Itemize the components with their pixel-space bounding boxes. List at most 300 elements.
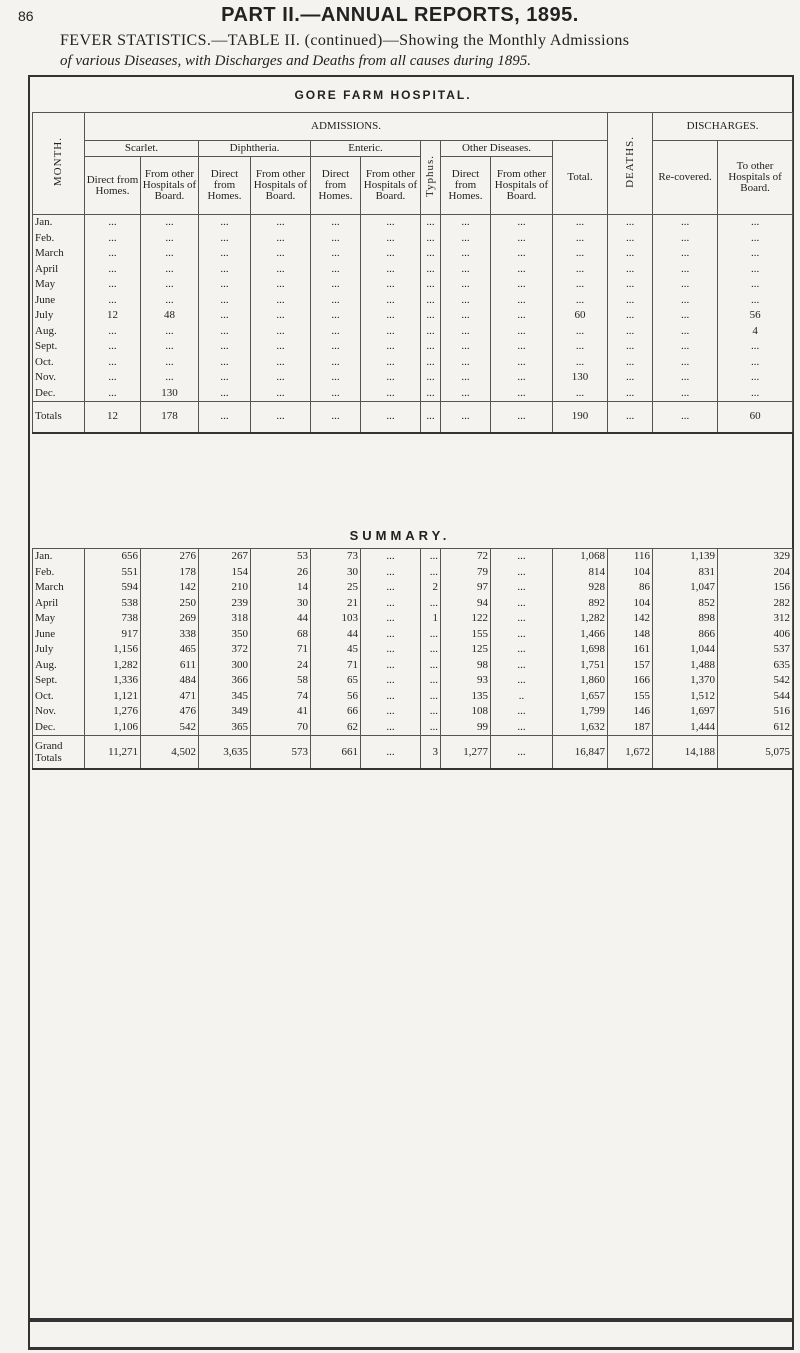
admissions-table: [32, 112, 793, 434]
value-cell: 635: [718, 658, 793, 674]
value-cell: 130: [553, 370, 608, 386]
table-title: FEVER STATISTICS.—TABLE II. (continued)—Showing the Monthly Admissions: [60, 32, 630, 49]
value-cell: 318: [199, 611, 251, 627]
total-cell: ...: [421, 402, 441, 434]
table-row: [33, 215, 793, 231]
total-cell: 190: [553, 402, 608, 434]
value-cell: ...: [311, 293, 361, 309]
value-cell: 1,488: [653, 658, 718, 674]
table-row: [33, 308, 793, 324]
table-row: [33, 673, 793, 689]
value-cell: ...: [718, 262, 793, 278]
value-cell: 465: [141, 642, 199, 658]
value-cell: ...: [199, 355, 251, 371]
value-cell: ...: [361, 642, 421, 658]
value-cell: 97: [441, 580, 491, 596]
value-cell: ...: [608, 308, 653, 324]
value-cell: ...: [85, 339, 141, 355]
table-row: [33, 549, 793, 565]
value-cell: ...: [421, 355, 441, 371]
value-cell: ...: [421, 596, 441, 612]
table-row: [33, 293, 793, 309]
value-cell: 104: [608, 565, 653, 581]
value-cell: ...: [491, 596, 553, 612]
value-cell: ...: [491, 231, 553, 247]
value-cell: 1,068: [553, 549, 608, 565]
value-cell: 542: [718, 673, 793, 689]
value-cell: ...: [361, 386, 421, 402]
value-cell: ...: [608, 324, 653, 340]
value-cell: 471: [141, 689, 199, 705]
value-cell: 1,156: [85, 642, 141, 658]
value-cell: 1,282: [553, 611, 608, 627]
value-cell: 65: [311, 673, 361, 689]
value-cell: 1,751: [553, 658, 608, 674]
value-cell: 142: [141, 580, 199, 596]
value-cell: ...: [553, 339, 608, 355]
value-cell: ...: [653, 262, 718, 278]
value-cell: ...: [491, 627, 553, 643]
totals-row: [33, 736, 793, 770]
total-cell: ...: [311, 402, 361, 434]
table-row: [33, 658, 793, 674]
value-cell: ...: [251, 277, 311, 293]
value-cell: ...: [361, 673, 421, 689]
value-cell: ...: [251, 339, 311, 355]
month-cell: May: [33, 611, 85, 627]
value-cell: ...: [718, 231, 793, 247]
value-cell: ...: [421, 308, 441, 324]
value-cell: ...: [141, 231, 199, 247]
value-cell: ...: [199, 215, 251, 231]
admissions-header: ADMISSIONS.: [85, 113, 608, 141]
value-cell: 30: [251, 596, 311, 612]
total-cell: 178: [141, 402, 199, 434]
totals-label: Grand Totals: [33, 736, 85, 770]
value-cell: ...: [653, 293, 718, 309]
value-cell: 187: [608, 720, 653, 736]
value-cell: 44: [251, 611, 311, 627]
other-diseases-header: Other Diseases.: [441, 141, 553, 157]
value-cell: 831: [653, 565, 718, 581]
value-cell: 1,466: [553, 627, 608, 643]
value-cell: ...: [718, 386, 793, 402]
month-cell: Oct.: [33, 355, 85, 371]
value-cell: ...: [311, 262, 361, 278]
value-cell: ...: [608, 246, 653, 262]
value-cell: ...: [361, 549, 421, 565]
value-cell: ...: [199, 339, 251, 355]
value-cell: 611: [141, 658, 199, 674]
page-number: 86: [18, 8, 34, 24]
value-cell: 1,276: [85, 704, 141, 720]
value-cell: ...: [421, 386, 441, 402]
value-cell: ...: [491, 549, 553, 565]
value-cell: ...: [311, 308, 361, 324]
table-row: [33, 565, 793, 581]
value-cell: ...: [653, 370, 718, 386]
value-cell: ...: [491, 246, 553, 262]
value-cell: ...: [199, 277, 251, 293]
diphtheria-other-header: From other Hospitals of Board.: [251, 157, 311, 215]
value-cell: ...: [361, 339, 421, 355]
value-cell: ...: [718, 339, 793, 355]
value-cell: 1,139: [653, 549, 718, 565]
table-row: [33, 580, 793, 596]
diphtheria-direct-header: Direct from Homes.: [199, 157, 251, 215]
total-cell: ...: [199, 402, 251, 434]
value-cell: 1,860: [553, 673, 608, 689]
value-cell: 155: [441, 627, 491, 643]
value-cell: ...: [361, 658, 421, 674]
value-cell: ...: [141, 355, 199, 371]
value-cell: 1,047: [653, 580, 718, 596]
table-row: [33, 231, 793, 247]
value-cell: ...: [251, 308, 311, 324]
month-cell: Aug.: [33, 324, 85, 340]
value-cell: ...: [421, 293, 441, 309]
value-cell: 14: [251, 580, 311, 596]
value-cell: ...: [251, 246, 311, 262]
value-cell: 60: [553, 308, 608, 324]
value-cell: 56: [718, 308, 793, 324]
value-cell: ...: [553, 215, 608, 231]
value-cell: ...: [421, 324, 441, 340]
value-cell: 155: [608, 689, 653, 705]
table-row: [33, 277, 793, 293]
value-cell: 1,336: [85, 673, 141, 689]
value-cell: ...: [491, 565, 553, 581]
value-cell: ...: [653, 231, 718, 247]
value-cell: ...: [718, 355, 793, 371]
value-cell: 892: [553, 596, 608, 612]
month-cell: July: [33, 642, 85, 658]
value-cell: 104: [608, 596, 653, 612]
value-cell: ...: [361, 246, 421, 262]
value-cell: ...: [199, 231, 251, 247]
total-cell: 60: [718, 402, 793, 434]
value-cell: 12: [85, 308, 141, 324]
value-cell: 154: [199, 565, 251, 581]
value-cell: ...: [441, 215, 491, 231]
value-cell: ...: [421, 658, 441, 674]
summary-table: [32, 548, 793, 770]
value-cell: ...: [421, 339, 441, 355]
value-cell: 537: [718, 642, 793, 658]
month-cell: Dec.: [33, 720, 85, 736]
value-cell: ...: [361, 704, 421, 720]
value-cell: ...: [421, 215, 441, 231]
month-cell: Aug.: [33, 658, 85, 674]
table-row: [33, 642, 793, 658]
value-cell: ...: [718, 277, 793, 293]
total-cell: 14,188: [653, 736, 718, 770]
recovered-header: Re-covered.: [653, 141, 718, 215]
value-cell: 48: [141, 308, 199, 324]
table-row: [33, 339, 793, 355]
value-cell: ...: [85, 262, 141, 278]
value-cell: 1,698: [553, 642, 608, 658]
value-cell: ...: [311, 324, 361, 340]
summary-title: SUMMARY.: [349, 528, 451, 543]
value-cell: 161: [608, 642, 653, 658]
value-cell: ...: [608, 370, 653, 386]
value-cell: ...: [85, 277, 141, 293]
month-cell: April: [33, 262, 85, 278]
value-cell: 71: [311, 658, 361, 674]
value-cell: ...: [85, 386, 141, 402]
value-cell: ...: [718, 293, 793, 309]
value-cell: 329: [718, 549, 793, 565]
value-cell: 166: [608, 673, 653, 689]
value-cell: ...: [199, 293, 251, 309]
value-cell: ...: [718, 370, 793, 386]
value-cell: ...: [421, 704, 441, 720]
value-cell: 130: [141, 386, 199, 402]
month-cell: Feb.: [33, 565, 85, 581]
value-cell: ...: [421, 277, 441, 293]
table-row: [33, 355, 793, 371]
discharges-header: DISCHARGES.: [653, 113, 793, 141]
value-cell: ...: [311, 246, 361, 262]
to-other-header: To other Hospitals of Board.: [718, 141, 793, 215]
value-cell: 538: [85, 596, 141, 612]
value-cell: 544: [718, 689, 793, 705]
value-cell: 156: [718, 580, 793, 596]
total-cell: ...: [491, 736, 553, 770]
value-cell: 1,044: [653, 642, 718, 658]
value-cell: ...: [608, 262, 653, 278]
value-cell: ...: [361, 355, 421, 371]
value-cell: ...: [553, 262, 608, 278]
value-cell: ...: [653, 246, 718, 262]
value-cell: ...: [553, 277, 608, 293]
value-cell: ...: [141, 293, 199, 309]
month-cell: April: [33, 596, 85, 612]
value-cell: 1,632: [553, 720, 608, 736]
value-cell: ...: [311, 215, 361, 231]
value-cell: ...: [361, 215, 421, 231]
total-header: Total.: [553, 141, 608, 215]
value-cell: ...: [85, 246, 141, 262]
month-cell: Nov.: [33, 704, 85, 720]
total-cell: ...: [251, 402, 311, 434]
value-cell: ...: [491, 720, 553, 736]
month-header: MONTH.: [33, 113, 85, 215]
value-cell: ...: [141, 246, 199, 262]
value-cell: ...: [141, 339, 199, 355]
value-cell: 58: [251, 673, 311, 689]
value-cell: ...: [491, 262, 553, 278]
value-cell: ...: [491, 642, 553, 658]
value-cell: 116: [608, 549, 653, 565]
value-cell: 917: [85, 627, 141, 643]
value-cell: 1,121: [85, 689, 141, 705]
month-cell: Dec.: [33, 386, 85, 402]
table-row: [33, 596, 793, 612]
value-cell: 656: [85, 549, 141, 565]
value-cell: 267: [199, 549, 251, 565]
table-row: [33, 704, 793, 720]
value-cell: 300: [199, 658, 251, 674]
value-cell: ...: [441, 386, 491, 402]
value-cell: 98: [441, 658, 491, 674]
value-cell: 24: [251, 658, 311, 674]
value-cell: ...: [311, 231, 361, 247]
value-cell: ...: [608, 293, 653, 309]
total-cell: ...: [491, 402, 553, 434]
value-cell: ...: [85, 324, 141, 340]
value-cell: ...: [311, 339, 361, 355]
value-cell: ...: [491, 308, 553, 324]
value-cell: 68: [251, 627, 311, 643]
value-cell: ...: [251, 262, 311, 278]
scarlet-direct-header: Direct from Homes.: [85, 157, 141, 215]
value-cell: 350: [199, 627, 251, 643]
value-cell: 612: [718, 720, 793, 736]
value-cell: ...: [361, 308, 421, 324]
value-cell: ...: [653, 324, 718, 340]
value-cell: 312: [718, 611, 793, 627]
value-cell: 122: [441, 611, 491, 627]
value-cell: 1,657: [553, 689, 608, 705]
value-cell: ...: [441, 293, 491, 309]
total-cell: 3,635: [199, 736, 251, 770]
value-cell: 73: [311, 549, 361, 565]
value-cell: ...: [491, 611, 553, 627]
value-cell: ...: [85, 355, 141, 371]
value-cell: ...: [653, 215, 718, 231]
total-cell: 661: [311, 736, 361, 770]
value-cell: ...: [361, 627, 421, 643]
value-cell: 1: [421, 611, 441, 627]
value-cell: 86: [608, 580, 653, 596]
month-cell: Jan.: [33, 549, 85, 565]
value-cell: 135: [441, 689, 491, 705]
value-cell: 210: [199, 580, 251, 596]
value-cell: 44: [311, 627, 361, 643]
value-cell: ...: [311, 370, 361, 386]
month-cell: Feb.: [33, 231, 85, 247]
value-cell: ...: [491, 215, 553, 231]
value-cell: ...: [311, 386, 361, 402]
value-cell: 79: [441, 565, 491, 581]
value-cell: ...: [491, 658, 553, 674]
total-cell: 573: [251, 736, 311, 770]
total-cell: ...: [441, 402, 491, 434]
value-cell: 366: [199, 673, 251, 689]
total-cell: 1,672: [608, 736, 653, 770]
value-cell: 93: [441, 673, 491, 689]
value-cell: ...: [441, 308, 491, 324]
value-cell: ...: [199, 246, 251, 262]
value-cell: 99: [441, 720, 491, 736]
value-cell: ...: [441, 231, 491, 247]
table-subtitle: of various Diseases, with Discharges and Deaths from all causes during 1895.: [60, 53, 531, 69]
value-cell: 484: [141, 673, 199, 689]
value-cell: ...: [421, 231, 441, 247]
value-cell: ...: [251, 355, 311, 371]
value-cell: 1,799: [553, 704, 608, 720]
value-cell: 178: [141, 565, 199, 581]
value-cell: ...: [491, 277, 553, 293]
value-cell: ...: [608, 355, 653, 371]
value-cell: ...: [653, 339, 718, 355]
enteric-other-header: From other Hospitals of Board.: [361, 157, 421, 215]
month-cell: March: [33, 246, 85, 262]
table-row: [33, 246, 793, 262]
value-cell: ...: [441, 324, 491, 340]
total-cell: 3: [421, 736, 441, 770]
value-cell: ...: [441, 339, 491, 355]
other-direct-header: Direct from Homes.: [441, 157, 491, 215]
table-row: [33, 720, 793, 736]
total-cell: 16,847: [553, 736, 608, 770]
value-cell: ...: [199, 370, 251, 386]
value-cell: 349: [199, 704, 251, 720]
value-cell: ...: [421, 673, 441, 689]
month-cell: Oct.: [33, 689, 85, 705]
value-cell: 72: [441, 549, 491, 565]
value-cell: ...: [421, 720, 441, 736]
table-row: [33, 324, 793, 340]
value-cell: ...: [441, 277, 491, 293]
value-cell: 269: [141, 611, 199, 627]
month-cell: June: [33, 293, 85, 309]
scarlet-header: Scarlet.: [85, 141, 199, 157]
value-cell: ...: [85, 370, 141, 386]
total-cell: 5,075: [718, 736, 793, 770]
value-cell: ...: [251, 386, 311, 402]
value-cell: ...: [85, 231, 141, 247]
value-cell: ...: [421, 549, 441, 565]
total-cell: ...: [361, 402, 421, 434]
value-cell: 516: [718, 704, 793, 720]
value-cell: ...: [361, 689, 421, 705]
month-cell: July: [33, 308, 85, 324]
value-cell: ...: [491, 580, 553, 596]
value-cell: ...: [441, 370, 491, 386]
total-cell: ...: [653, 402, 718, 434]
value-cell: 25: [311, 580, 361, 596]
value-cell: 30: [311, 565, 361, 581]
scarlet-other-header: From other Hospitals of Board.: [141, 157, 199, 215]
value-cell: ...: [608, 277, 653, 293]
value-cell: ...: [251, 231, 311, 247]
value-cell: 108: [441, 704, 491, 720]
value-cell: 338: [141, 627, 199, 643]
value-cell: ...: [141, 324, 199, 340]
value-cell: ...: [653, 355, 718, 371]
value-cell: 250: [141, 596, 199, 612]
value-cell: ..: [491, 689, 553, 705]
value-cell: 204: [718, 565, 793, 581]
value-cell: 1,370: [653, 673, 718, 689]
table-row: [33, 262, 793, 278]
enteric-direct-header: Direct from Homes.: [311, 157, 361, 215]
value-cell: 1,512: [653, 689, 718, 705]
total-cell: ...: [608, 402, 653, 434]
value-cell: 4: [718, 324, 793, 340]
month-cell: June: [33, 627, 85, 643]
month-cell: May: [33, 277, 85, 293]
value-cell: ...: [553, 231, 608, 247]
value-cell: ...: [361, 277, 421, 293]
value-cell: 476: [141, 704, 199, 720]
value-cell: ...: [491, 355, 553, 371]
total-cell: 12: [85, 402, 141, 434]
value-cell: 866: [653, 627, 718, 643]
